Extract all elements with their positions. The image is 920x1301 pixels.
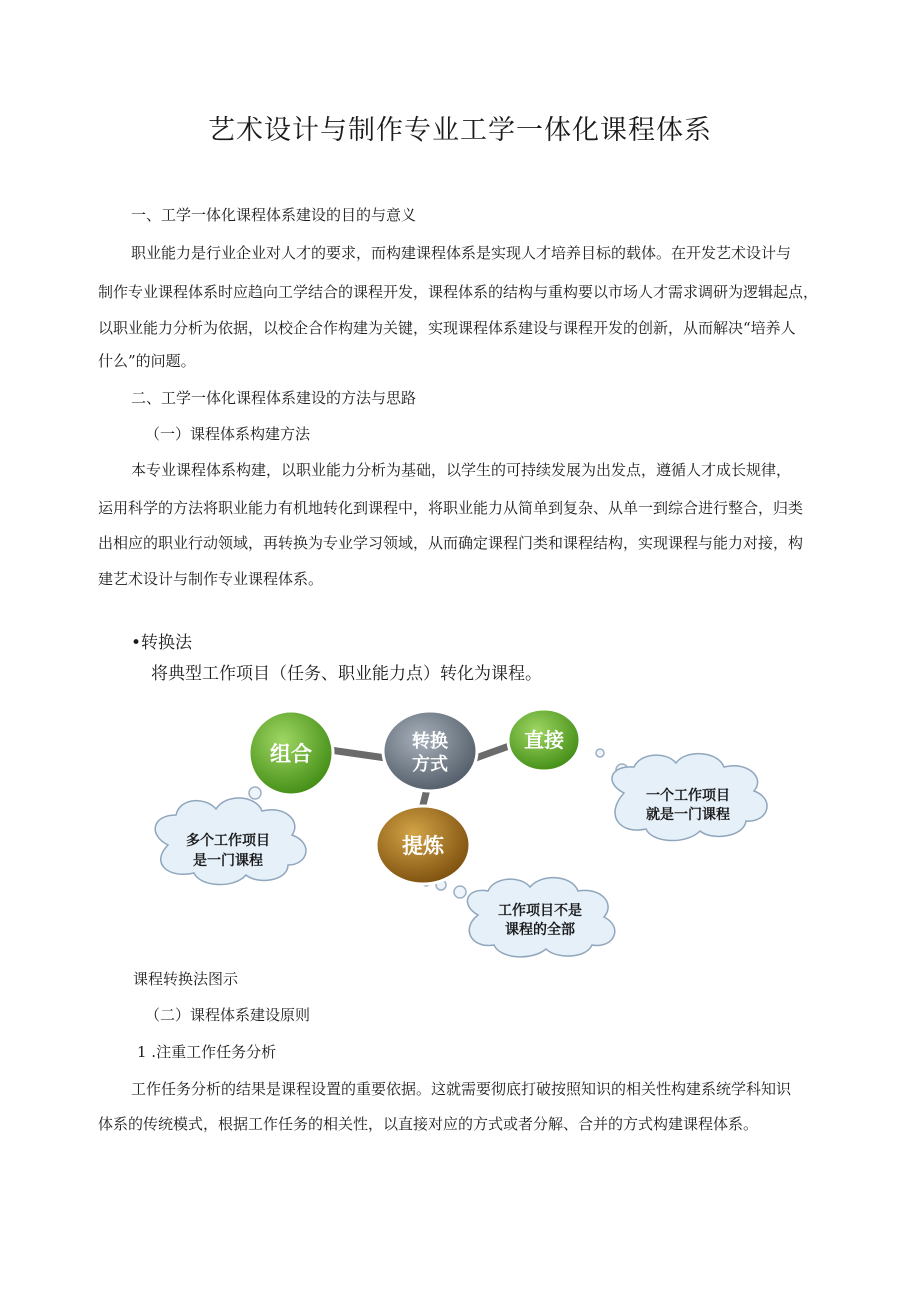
cloud-left-line-2: 是一门课程 (193, 853, 263, 869)
subsection-heading: （二）课程体系建设原则 (145, 1006, 311, 1024)
node-combine (249, 711, 333, 795)
cloud-right-line-1: 一个工作项目 (646, 788, 730, 804)
node-center-label-1: 转换 (412, 731, 448, 752)
paragraph-line: 职业能力是行业企业对人才的要求，而构建课程体系是实现人才培养目标的载体。在开发艺术设计与 (131, 244, 792, 262)
paragraph-line: 出相应的职业行动领域，再转换为专业学习领域，从而确定课程门类和课程结构，实现课程与能力对接，构 (98, 534, 804, 552)
subsection-heading: （一）课程体系构建方法 (145, 425, 311, 443)
section-1-heading: 一、工学一体化课程体系建设的目的与意义 (131, 206, 417, 224)
paragraph-line: 建艺术设计与制作专业课程体系。 (98, 570, 324, 588)
paragraph-line: 本专业课程体系构建，以职业能力分析为基础，以学生的可持续发展为出发点，遵循人才成长规律， (131, 461, 792, 479)
node-direct-label: 直接 (524, 728, 564, 752)
paragraph-line: 制作专业课程体系时应趋向工学结合的课程开发，课程体系的结构与重构要以市场人才需求调研为逻辑起点， (98, 283, 819, 301)
page-title: 艺术设计与制作专业工学一体化课程体系 (208, 115, 712, 146)
node-refine-label: 提炼 (402, 834, 444, 858)
cloud-bottom-line-2: 课程的全部 (505, 922, 575, 938)
figure-bullet-subtitle: 将典型工作项目（任务、职业能力点）转化为课程。 (151, 664, 542, 684)
cloud-right-line-2: 就是一门课程 (646, 807, 730, 823)
figure-bullet-title: •转换法 (131, 633, 193, 653)
section-2-heading: 二、工学一体化课程体系建设的方法与思路 (131, 389, 417, 407)
figure-caption: 课程转换法图示 (133, 970, 239, 988)
cloud-bottom-line-1: 工作项目不是 (498, 903, 582, 919)
node-direct (508, 709, 580, 771)
cloud-left-line-1: 多个工作项目 (186, 833, 270, 849)
paragraph-line: 以职业能力分析为依据，以校企合作构建为关键，实现课程体系建设与课程开发的创新，从而解决“培养人 (98, 319, 796, 337)
paragraph-line: 运用科学的方法将职业能力有机地转化到课程中，将职业能力从简单到复杂、从单一到综合进行整合，归类 (98, 499, 804, 517)
conversion-method-diagram (138, 705, 778, 960)
paragraph-line: 体系的传统模式，根据工作任务的相关性，以直接对应的方式或者分解、合并的方式构建课程体系。 (98, 1115, 759, 1133)
node-center (383, 711, 477, 791)
paragraph-line: 什么”的问题。 (98, 352, 196, 370)
numbered-item: 1 .注重工作任务分析 (137, 1043, 277, 1061)
node-combine-label: 组合 (270, 742, 312, 766)
node-refine (376, 806, 470, 884)
node-center-label-2: 方式 (412, 754, 448, 775)
paragraph-line: 工作任务分析的结果是课程设置的重要依据。这就需要彻底打破按照知识的相关性构建系统学科知识 (131, 1080, 792, 1098)
